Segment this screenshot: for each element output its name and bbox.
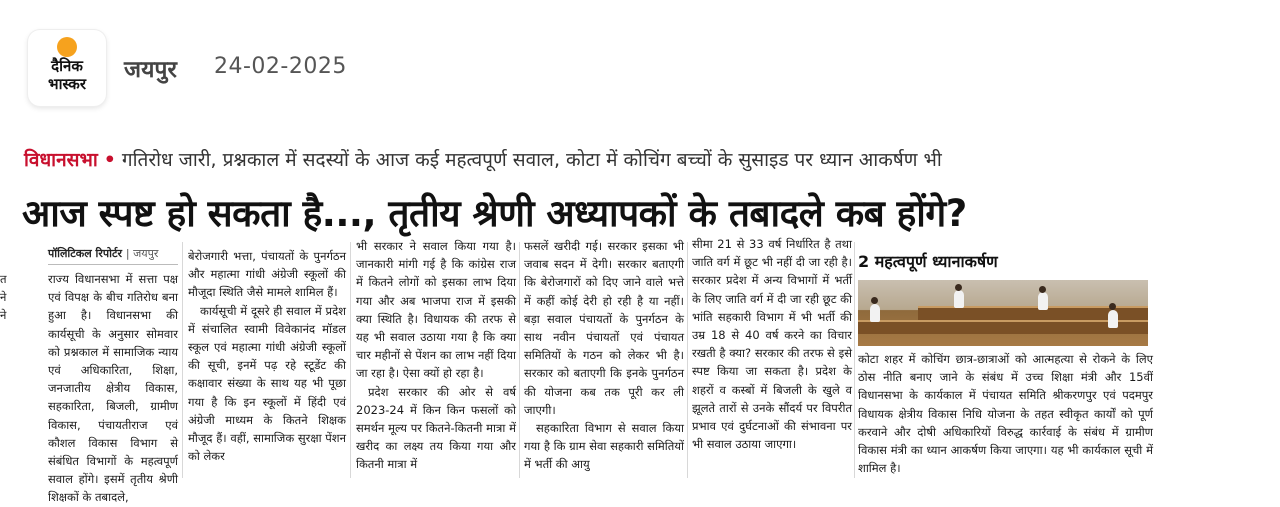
column-divider	[854, 242, 855, 478]
person-head	[871, 297, 878, 304]
article-column-1	[48, 270, 178, 505]
column-divider	[182, 242, 183, 478]
sidebar-text: कोटा शहर में कोचिंग छात्र-छात्राओं को आत्महत्या से रोकने के लिए ठोस नीति बनाए जाने के संबंध में उच्च शिक्षा मंत्री और 15वीं विधानसभा के कार्यकाल में पंचायत समिति श्रीकरणपुर एवं पदमपुर विधायक क्षेत्रीय विकास निधि योजना के तहत स्वीकृत कार्यों को पूर्ण करवाने और दोषी अधिकारियों विरुद्ध कार्रवाई के संबंध में ग्रामीण विकास मंत्री का ध्यान आकर्षण किया जाएगा। यह भी कार्यकाल सूची में शामिल है।	[858, 352, 1153, 476]
person-figure	[1038, 292, 1048, 310]
paragraph: राज्य विधानसभा में सत्ता पक्ष एवं विपक्ष के बीच गतिरोध बना हुआ है। विधानसभा की कार्यसूची के अनुसार सोमवार को प्रश्नकाल में सामाजिक न्याय एवं अधिकारिता, शिक्षा, जनजातीय क्षेत्रीय विकास, सहकारिता, बिजली, ग्रामीण विकास, पंचायतीराज एवं कौशल विकास विभाग से संबंधित विभागों के महत्वपूर्ण सवाल होंगे। इसमें तृतीय श्रेणी शिक्षकों के तबादले,	[48, 272, 178, 505]
paragraph: बेरोजगारी भत्ता, पंचायतों के पुनर्गठन और महात्मा गांधी अंग्रेजी स्कूलों की मौजूदा स्थिति जैसे मामले शामिल हैं।	[188, 249, 346, 300]
sun-icon	[57, 37, 77, 57]
article-column-3	[356, 237, 516, 472]
edition-city: जयपुर	[124, 57, 177, 83]
byline	[48, 246, 158, 261]
paragraph: भी सरकार ने सवाल किया गया है। जानकारी मांगी गई है कि कांग्रेस राज में कितने लोगों को इसका लाभ दिया गया और अब भाजपा राज में इसकी क्या स्थिति है। विधायक की तरफ से यह भी सवाल उठाया गया है कि क्या चार महीनों से पेंशन का लाभ नहीं दिया जा रहा है। ऐसा क्यों हो रहा है।	[356, 239, 516, 381]
person-head	[955, 284, 962, 291]
section-tag: विधानसभा	[24, 149, 98, 171]
person-figure	[1108, 310, 1118, 328]
column-divider	[687, 242, 688, 478]
previous-article-fragment	[0, 270, 22, 325]
assembly-photo	[858, 280, 1148, 346]
article-column-4	[524, 237, 684, 472]
headline: आज स्पष्ट हो सकता है..., तृतीय श्रेणी अध्यापकों के तबादले कब होंगे?	[22, 192, 967, 235]
paragraph: सहकारिता विभाग से सवाल किया गया है कि ग्राम सेवा सहकारी समितियों में भर्ती की आयु	[524, 421, 684, 472]
byline-reporter: पॉलिटिकल रिपोर्टर	[48, 247, 123, 260]
desk-row	[858, 320, 1148, 334]
person-figure	[870, 304, 880, 322]
person-head	[1039, 286, 1046, 293]
article-column-2	[188, 247, 346, 479]
byline-divider	[48, 264, 178, 265]
byline-city: | जयपुर	[125, 247, 159, 260]
paragraph: प्रदेश सरकार की ओर से वर्ष 2023-24 में किन किन फसलों को समर्थन मूल्य पर कितने-कितनी मात्रा में खरीद का लक्ष्य तय किया गया और कितनी मात्रा में	[356, 384, 516, 472]
kicker-line	[24, 146, 1269, 172]
column-divider	[519, 242, 520, 478]
paragraph: कार्यसूची में दूसरे ही सवाल में प्रदेश में संचालित स्वामी विवेकानंद मॉडल स्कूल एवं महात्मा गांधी अंग्रेजी स्कूलों की सूची, इनमें पढ़ रहे स्टूडेंट की कक्षावार संख्या के साथ यह भी पूछा गया है कि इन स्कूलों में हिंदी एवं अंग्रेजी माध्यम के कितने शिक्षक मौजूद हैं। वहीं, सामाजिक सुरक्षा पेंशन को लेकर	[188, 303, 346, 464]
person-figure	[954, 290, 964, 308]
logo-text-line2: भास्कर	[48, 75, 86, 93]
sidebar-title: 2 महत्वपूर्ण ध्यानाकर्षण	[858, 252, 998, 271]
logo-text-line1: दैनिक	[51, 57, 83, 75]
edition-date: 24-02-2025	[214, 54, 347, 79]
paragraph: सीमा 21 से 33 वर्ष निर्धारित है तथा जाति वर्ग में छूट भी नहीं दी जा रही है। सरकार प्रदेश में अन्य विभागों में भर्ती के लिए जाति वर्ग में दी जा रही छूट की भांति सहकारी विभाग में भी भर्ती की उम्र 18 से 40 वर्ष करने का विचार रखती है क्या? सरकार की तरफ से इसे स्पष्ट किया जा सकता है। प्रदेश के शहरों व कस्बों में बिजली के खुले व झूलते तारों से उनके सौंदर्य पर विपरीत प्रभाव एवं दुर्घटनाओं की संभावना पर भी सवाल उठाया जाएगा।	[692, 237, 852, 452]
dainik-bhaskar-logo	[28, 30, 106, 106]
column-divider	[350, 242, 351, 478]
article-column-5	[692, 235, 852, 467]
kicker-bullet: •	[103, 149, 116, 171]
person-head	[1109, 303, 1116, 310]
kicker-text: गतिरोध जारी, प्रश्नकाल में सदस्यों के आज कई महत्वपूर्ण सवाल, कोटा में कोचिंग बच्चों के सुसाइड पर ध्यान आकर्षण भी	[121, 149, 942, 171]
fragment-text: त ने ने	[0, 272, 7, 323]
paragraph: फसलें खरीदी गई। सरकार इसका भी जवाब सदन में देगी। सरकार बताएगी कि बेरोजगारों को दिए जाने वाले भत्ते में कहीं कोई देरी हो रही है या नहीं। बड़ा सवाल पंचायतों के पुनर्गठन के साथ नवीन पंचायतों एवं पंचायत समितियों के गठन को लेकर भी है। सरकार को बताएगी कि इनके पुनर्गठन की योजना कब तक पूरी कर ली जाएगी।	[524, 239, 684, 417]
